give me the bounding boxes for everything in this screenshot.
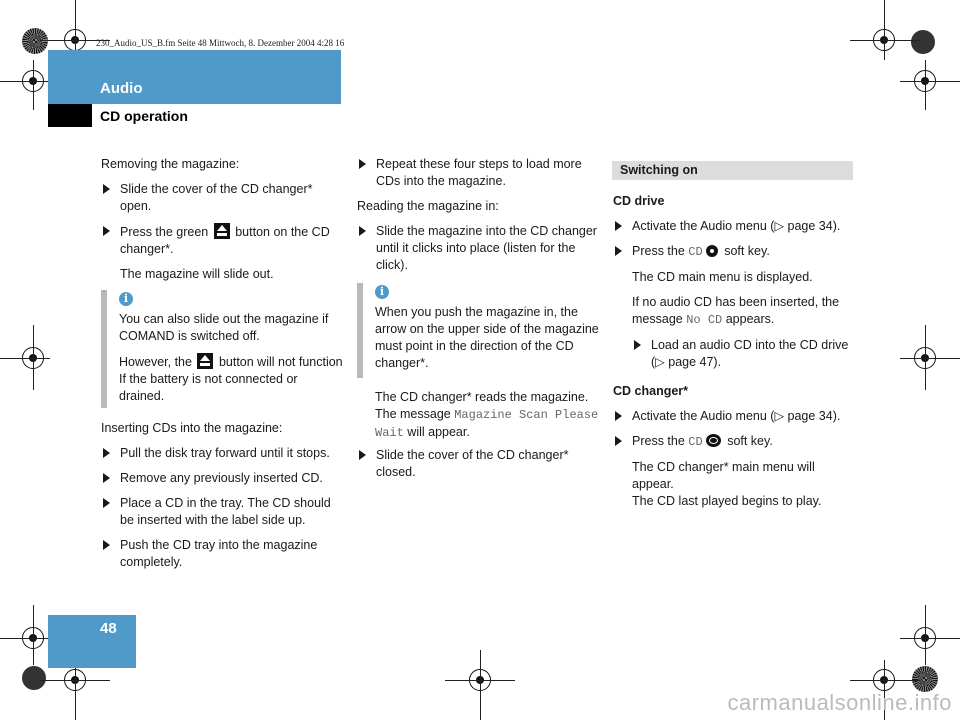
list-item: [357, 447, 599, 481]
list-item: [101, 223, 343, 258]
list-item: [613, 243, 855, 261]
watermark: carmanualsonline.info: [727, 690, 952, 715]
reads-text-part: The CD changer* reads the magazine. The message: [375, 390, 589, 421]
bullet-arrow-icon: [103, 226, 110, 236]
list-item-text: Activate the Audio menu (▷ page 34).: [632, 219, 841, 233]
list-item-text: Pull the disk tray forward until it stops.: [120, 446, 330, 460]
softkey-label: CD: [688, 435, 703, 449]
list-item: [357, 223, 599, 274]
page-title: Audio: [100, 80, 143, 97]
list-item: [613, 218, 855, 235]
info-box-bar: [357, 283, 363, 378]
crop-line: [75, 660, 76, 720]
heading-reading: Reading the magazine in:: [357, 199, 499, 213]
list-item: [101, 537, 343, 571]
file-info-line: 230_Audio_US_B.fm Seite 48 Mittwoch, 8. Dezember 2004 4:28 16: [96, 38, 345, 48]
heading-inserting: Inserting CDs into the magazine:: [101, 421, 283, 435]
result-text: [613, 294, 855, 329]
list-item-text: Press the: [632, 434, 685, 448]
eject-icon: [214, 223, 230, 239]
page-number-box: [48, 615, 136, 668]
list-item-text: Slide the magazine into the CD changer until it clicks into place (listen for the click).: [376, 224, 597, 272]
result-text: The CD main menu is displayed.: [632, 270, 813, 284]
column-middle-close: [357, 447, 599, 489]
list-item-text: Remove any previously inserted CD.: [120, 471, 323, 485]
section-title: Switching on: [620, 163, 698, 177]
list-item: [101, 181, 343, 215]
info-box-bar: [101, 290, 107, 408]
crop-line: [0, 638, 50, 639]
result-text: [613, 459, 855, 493]
list-item: [101, 495, 343, 529]
crop-line: [480, 650, 481, 720]
crop-line: [850, 680, 920, 681]
bullet-arrow-icon: [103, 498, 110, 508]
header-band: [48, 50, 341, 104]
display-message: Magazine Scan Please Wait: [375, 408, 599, 440]
header-marker: [48, 104, 92, 127]
crop-line: [900, 358, 960, 359]
bullet-arrow-icon: [359, 226, 366, 236]
list-item-text: Repeat these four steps to load more CDs into the magazine.: [376, 157, 582, 188]
crop-line: [33, 60, 34, 110]
column-right: [613, 193, 855, 518]
registration-dot-top-right: [911, 30, 935, 54]
crop-line: [33, 325, 34, 390]
sub-list-item: [632, 337, 855, 371]
list-item-text: Activate the Audio menu (▷ page 34).: [632, 409, 841, 423]
result-text-part: The CD changer* main menu will appear.: [632, 460, 815, 491]
bullet-arrow-icon: [103, 448, 110, 458]
bullet-arrow-icon: [615, 436, 622, 446]
reads-text-part: will appear.: [407, 425, 470, 439]
column-left-lower: [101, 420, 343, 579]
cd-changer-icon: [706, 434, 721, 447]
heading-cd-changer: [613, 383, 855, 400]
column-middle: [357, 156, 599, 282]
bullet-arrow-icon: [359, 159, 366, 169]
registration-dial-bottom-right: [912, 666, 938, 692]
crop-line: [925, 325, 926, 390]
bullet-arrow-icon: [615, 221, 622, 231]
list-item: [101, 445, 343, 462]
reads-text: [375, 389, 601, 442]
info-box-middle: [375, 283, 599, 380]
list-item: [357, 156, 599, 190]
result-text: The CD last played begins to play.: [632, 494, 822, 508]
result-text-part: appears.: [725, 312, 775, 326]
list-item-text: Load an audio CD into the CD drive (▷ page 47).: [651, 338, 849, 369]
bullet-arrow-icon: [103, 184, 110, 194]
info-icon: i: [375, 285, 389, 299]
list-item-text: soft key.: [724, 244, 770, 258]
bullet-arrow-icon: [615, 411, 622, 421]
list-item-text: Press the green: [120, 225, 209, 239]
bullet-arrow-icon: [634, 340, 641, 350]
display-message: No CD: [686, 313, 723, 327]
crop-line: [445, 680, 515, 681]
list-item-text: button on the CD changer*.: [120, 225, 330, 256]
crop-line: [0, 358, 50, 359]
softkey-label: CD: [688, 245, 703, 259]
info-text: You can also slide out the magazine if COMAND is switched off.: [119, 312, 329, 343]
crop-line: [0, 81, 50, 82]
heading-text: CD changer*: [613, 384, 689, 398]
registration-dial-top-left: [22, 28, 48, 54]
list-item: [101, 470, 343, 487]
list-item-text: Press the: [632, 244, 685, 258]
bullet-arrow-icon: [615, 246, 622, 256]
info-text-part: button will not function If the battery is not connected or drained.: [119, 355, 343, 403]
info-text: [119, 353, 343, 405]
info-box-left: [119, 290, 343, 413]
eject-icon: [197, 353, 213, 369]
info-text-part: However, the: [119, 355, 192, 369]
column-middle-lower: [375, 389, 601, 450]
crop-line: [33, 605, 34, 665]
crop-line: [884, 0, 885, 60]
list-item-text: Push the CD tray into the magazine completely.: [120, 538, 318, 569]
page-number: 48: [100, 620, 117, 637]
list-item: [613, 408, 855, 425]
registration-dot-bottom-left: [22, 666, 46, 690]
result-text: The magazine will slide out.: [120, 267, 274, 281]
column-left: [101, 156, 343, 291]
crop-line: [850, 40, 920, 41]
list-item: [613, 433, 855, 451]
list-item-text: soft key.: [727, 434, 773, 448]
info-icon: i: [119, 292, 133, 306]
crop-line: [900, 81, 960, 82]
list-item-text: Place a CD in the tray. The CD should be inserted with the label side up.: [120, 496, 331, 527]
heading-removing: Removing the magazine:: [101, 157, 240, 171]
bullet-arrow-icon: [103, 540, 110, 550]
cd-single-icon: [706, 245, 718, 257]
list-item-text: Slide the cover of the CD changer* closed.: [376, 448, 569, 479]
crop-line: [40, 680, 110, 681]
bullet-arrow-icon: [359, 450, 366, 460]
page-subtitle: CD operation: [100, 108, 188, 124]
bullet-arrow-icon: [103, 473, 110, 483]
crop-line: [925, 605, 926, 665]
crop-line: [925, 60, 926, 110]
result-text-part: If no audio CD has been inserted, the message: [632, 295, 840, 326]
heading-cd-drive: CD drive: [613, 194, 665, 208]
crop-line: [900, 638, 960, 639]
list-item-text: Slide the cover of the CD changer* open.: [120, 182, 313, 213]
info-text: When you push the magazine in, the arrow on the upper side of the magazine must point in the direction of the CD changer*.: [375, 305, 599, 370]
